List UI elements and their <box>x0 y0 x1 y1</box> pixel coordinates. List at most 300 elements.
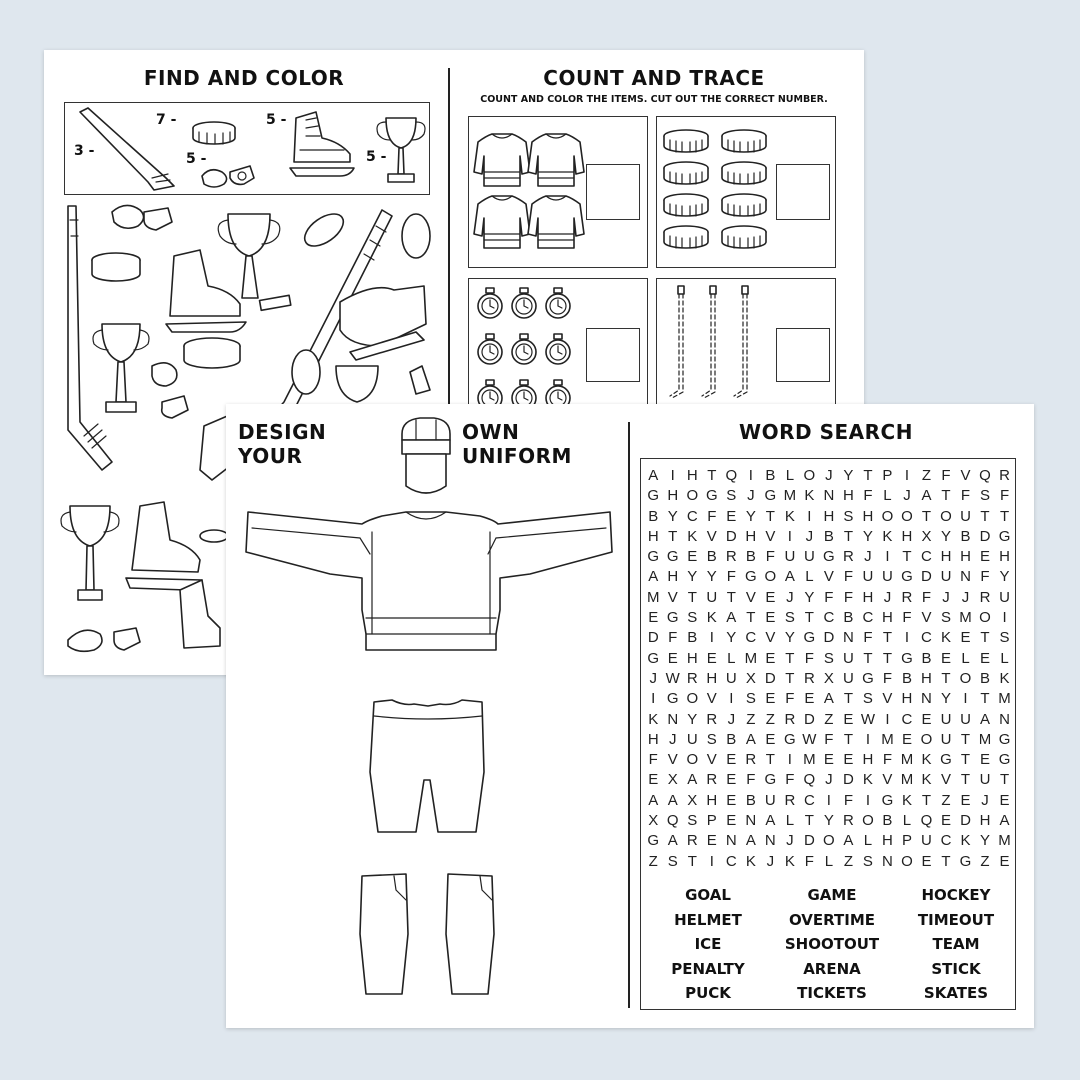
grid-letter[interactable]: J <box>747 487 755 505</box>
grid-letter[interactable]: G <box>901 568 913 586</box>
grid-letter[interactable]: C <box>862 609 874 627</box>
grid-letter[interactable]: G <box>764 771 777 789</box>
grid-letter[interactable]: B <box>960 527 971 545</box>
grid-letter[interactable]: D <box>921 568 932 586</box>
grid-letter[interactable]: R <box>725 548 737 566</box>
grid-letter[interactable]: T <box>999 507 1010 525</box>
grid-letter[interactable]: V <box>882 771 893 789</box>
grid-letter[interactable]: S <box>940 609 951 627</box>
grid-letter[interactable]: I <box>865 791 870 809</box>
grid-letter[interactable]: S <box>862 852 873 870</box>
grid-letter[interactable]: N <box>764 832 776 850</box>
grid-letter[interactable]: J <box>786 832 794 850</box>
grid-letter[interactable]: T <box>746 609 756 627</box>
grid-letter[interactable]: T <box>941 487 951 505</box>
grid-letter[interactable]: B <box>706 548 717 566</box>
grid-letter[interactable]: O <box>901 507 913 525</box>
grid-letter[interactable]: C <box>940 832 952 850</box>
grid-letter[interactable]: I <box>670 467 675 484</box>
grid-letter[interactable]: V <box>921 609 932 627</box>
grid-letter[interactable]: I <box>904 629 910 647</box>
grid-letter[interactable]: F <box>882 751 893 769</box>
grid-letter[interactable]: H <box>960 548 971 566</box>
grid-letter[interactable]: U <box>882 568 893 586</box>
grid-letter[interactable]: I <box>865 730 870 748</box>
grid-letter[interactable]: T <box>785 669 795 687</box>
grid-letter[interactable]: O <box>862 812 874 830</box>
grid-letter[interactable]: G <box>940 751 952 769</box>
grid-letter[interactable]: E <box>726 507 737 525</box>
grid-letter[interactable]: F <box>668 629 678 647</box>
grid-letter[interactable]: N <box>823 487 835 505</box>
grid-letter[interactable]: M <box>900 751 914 769</box>
grid-letter[interactable]: G <box>744 568 757 586</box>
grid-letter[interactable]: Z <box>921 467 932 484</box>
grid-letter[interactable]: R <box>803 669 815 687</box>
grid-letter[interactable]: L <box>902 812 912 830</box>
grid-letter[interactable]: J <box>786 588 794 606</box>
grid-letter[interactable]: I <box>904 467 910 484</box>
grid-letter[interactable]: M <box>959 609 972 627</box>
grid-letter[interactable]: B <box>843 609 854 627</box>
grid-letter[interactable]: E <box>980 548 991 566</box>
grid-letter[interactable]: C <box>823 609 835 627</box>
grid-letter[interactable]: J <box>669 730 677 748</box>
grid-letter[interactable]: A <box>823 690 834 708</box>
grid-letter[interactable]: E <box>687 548 698 566</box>
grid-letter[interactable]: V <box>706 751 717 769</box>
grid-letter[interactable]: H <box>667 568 679 586</box>
grid-letter[interactable]: C <box>803 791 815 809</box>
left-sock-outline[interactable] <box>360 874 408 994</box>
grid-letter[interactable]: K <box>784 852 795 870</box>
grid-letter[interactable]: X <box>745 669 756 687</box>
grid-letter[interactable]: K <box>648 710 659 728</box>
jersey-outline[interactable] <box>246 512 612 650</box>
grid-letter[interactable]: T <box>980 629 990 647</box>
grid-letter[interactable]: R <box>999 467 1010 484</box>
grid-letter[interactable]: S <box>687 812 698 830</box>
grid-letter[interactable]: H <box>823 507 835 525</box>
grid-letter[interactable]: E <box>921 852 932 870</box>
grid-letter[interactable]: N <box>921 690 932 708</box>
grid-letter[interactable]: G <box>998 730 1011 748</box>
grid-letter[interactable]: U <box>940 568 952 586</box>
grid-letter[interactable]: U <box>960 507 971 525</box>
grid-letter[interactable]: S <box>843 507 854 525</box>
grid-letter[interactable]: H <box>901 527 913 545</box>
grid-letter[interactable]: J <box>727 710 736 728</box>
grid-letter[interactable]: E <box>980 649 991 667</box>
grid-letter[interactable]: B <box>882 812 893 830</box>
grid-letter[interactable]: J <box>883 588 892 606</box>
word-search-grid[interactable] <box>644 466 1014 872</box>
grid-letter[interactable]: Y <box>804 588 815 606</box>
grid-letter[interactable]: S <box>823 649 834 667</box>
grid-letter[interactable]: J <box>942 588 950 606</box>
grid-letter[interactable]: E <box>823 751 834 769</box>
grid-letter[interactable]: Y <box>980 832 991 850</box>
grid-letter[interactable]: E <box>921 710 932 728</box>
grid-letter[interactable]: H <box>979 812 991 830</box>
grid-letter[interactable]: O <box>823 832 835 850</box>
grid-letter[interactable]: Y <box>706 568 717 586</box>
grid-letter[interactable]: V <box>765 629 776 647</box>
grid-letter[interactable]: T <box>941 669 951 687</box>
grid-letter[interactable]: O <box>940 507 952 525</box>
grid-letter[interactable]: T <box>980 690 990 708</box>
grid-letter[interactable]: K <box>804 487 815 505</box>
grid-letter[interactable]: H <box>862 507 874 525</box>
grid-letter[interactable]: O <box>979 609 991 627</box>
grid-letter[interactable]: R <box>706 710 718 728</box>
grid-letter[interactable]: C <box>901 710 913 728</box>
grid-letter[interactable]: G <box>666 690 679 708</box>
grid-letter[interactable]: K <box>960 832 971 850</box>
grid-letter[interactable]: Y <box>667 507 678 525</box>
grid-letter[interactable]: D <box>803 832 815 850</box>
grid-letter[interactable]: M <box>803 751 816 769</box>
grid-letter[interactable]: K <box>940 629 951 647</box>
grid-letter[interactable]: T <box>921 507 932 525</box>
grid-letter[interactable]: X <box>823 669 834 687</box>
grid-letter[interactable]: R <box>784 791 796 809</box>
grid-letter[interactable]: S <box>706 730 717 748</box>
grid-letter[interactable]: I <box>1002 609 1007 627</box>
grid-letter[interactable]: B <box>921 649 932 667</box>
grid-letter[interactable]: I <box>885 710 890 728</box>
grid-letter[interactable]: J <box>649 669 657 687</box>
grid-letter[interactable]: T <box>960 730 971 748</box>
grid-letter[interactable]: I <box>748 467 753 484</box>
grid-letter[interactable]: R <box>842 548 854 566</box>
grid-letter[interactable]: L <box>1000 649 1009 667</box>
grid-letter[interactable]: E <box>999 852 1010 870</box>
grid-letter[interactable]: E <box>960 791 971 809</box>
grid-letter[interactable]: T <box>980 507 990 525</box>
grid-letter[interactable]: T <box>960 771 971 789</box>
grid-letter[interactable]: E <box>765 588 776 606</box>
grid-letter[interactable]: I <box>963 690 968 708</box>
grid-letter[interactable]: N <box>725 832 737 850</box>
grid-letter[interactable]: S <box>687 609 698 627</box>
grid-letter[interactable]: D <box>823 629 835 647</box>
grid-letter[interactable]: Q <box>803 771 816 789</box>
grid-letter[interactable]: G <box>666 609 679 627</box>
helmet-outline[interactable] <box>402 418 450 493</box>
grid-letter[interactable]: X <box>667 771 678 789</box>
grid-letter[interactable]: E <box>726 812 737 830</box>
grid-letter[interactable]: R <box>784 710 796 728</box>
grid-letter[interactable]: E <box>765 649 776 667</box>
grid-letter[interactable]: K <box>862 771 873 789</box>
grid-letter[interactable]: U <box>979 771 991 789</box>
grid-letter[interactable]: H <box>999 548 1010 566</box>
grid-letter[interactable]: R <box>706 771 718 789</box>
grid-letter[interactable]: J <box>961 588 970 606</box>
grid-letter[interactable]: Y <box>940 527 951 545</box>
grid-letter[interactable]: T <box>921 791 932 809</box>
grid-letter[interactable]: R <box>979 588 991 606</box>
grid-letter[interactable]: N <box>960 568 971 586</box>
grid-letter[interactable]: E <box>726 791 737 809</box>
grid-letter[interactable]: G <box>862 669 874 687</box>
grid-letter[interactable]: Z <box>648 852 658 870</box>
grid-letter[interactable]: B <box>745 548 756 566</box>
grid-letter[interactable]: K <box>784 507 795 525</box>
grid-letter[interactable]: F <box>863 487 873 505</box>
grid-letter[interactable]: E <box>765 609 776 627</box>
blank-uniform-outline[interactable] <box>226 404 628 1028</box>
grid-letter[interactable]: E <box>765 690 776 708</box>
grid-letter[interactable]: E <box>901 730 912 748</box>
grid-letter[interactable]: A <box>765 812 776 830</box>
grid-letter[interactable]: G <box>784 730 796 748</box>
grid-letter[interactable]: A <box>745 730 756 748</box>
grid-letter[interactable]: I <box>787 751 792 769</box>
grid-letter[interactable]: K <box>706 609 717 627</box>
grid-letter[interactable]: M <box>998 690 1011 708</box>
grid-letter[interactable]: Z <box>941 791 951 809</box>
grid-letter[interactable]: V <box>667 588 678 606</box>
grid-letter[interactable]: D <box>960 812 971 830</box>
grid-letter[interactable]: F <box>960 487 971 505</box>
grid-letter[interactable]: E <box>999 791 1010 809</box>
grid-letter[interactable]: L <box>961 649 970 667</box>
grid-letter[interactable]: A <box>999 812 1010 830</box>
grid-letter[interactable]: H <box>647 730 659 748</box>
grid-letter[interactable]: H <box>842 487 854 505</box>
grid-letter[interactable]: M <box>900 771 914 789</box>
grid-letter[interactable]: G <box>803 629 816 647</box>
grid-letter[interactable]: E <box>648 609 659 627</box>
grid-letter[interactable]: F <box>804 649 814 667</box>
grid-letter[interactable]: T <box>882 649 893 667</box>
grid-letter[interactable]: V <box>882 690 893 708</box>
grid-letter[interactable]: S <box>745 690 756 708</box>
grid-letter[interactable]: T <box>843 730 853 748</box>
grid-letter[interactable]: R <box>686 832 698 850</box>
grid-letter[interactable]: T <box>804 812 814 830</box>
grid-letter[interactable]: F <box>824 588 834 606</box>
grid-letter[interactable]: B <box>687 629 698 647</box>
grid-letter[interactable]: V <box>745 588 756 606</box>
grid-letter[interactable]: X <box>687 791 698 809</box>
grid-letter[interactable]: G <box>823 548 835 566</box>
grid-letter[interactable]: K <box>901 791 912 809</box>
grid-letter[interactable]: U <box>999 588 1010 606</box>
grid-letter[interactable]: O <box>803 467 816 484</box>
grid-letter[interactable]: Q <box>979 467 991 484</box>
grid-letter[interactable]: H <box>921 669 932 687</box>
grid-letter[interactable]: I <box>709 852 714 870</box>
grid-letter[interactable]: A <box>667 791 678 809</box>
grid-letter[interactable]: I <box>709 629 714 647</box>
grid-letter[interactable]: A <box>648 568 659 586</box>
grid-letter[interactable]: U <box>842 649 854 667</box>
grid-letter[interactable]: G <box>705 487 718 505</box>
grid-letter[interactable]: L <box>824 852 834 870</box>
grid-letter[interactable]: G <box>647 832 660 850</box>
grid-letter[interactable]: O <box>764 568 777 586</box>
grid-letter[interactable]: H <box>706 669 718 687</box>
grid-letter[interactable]: T <box>687 852 697 870</box>
grid-letter[interactable]: Z <box>765 710 775 728</box>
grid-letter[interactable]: U <box>842 669 854 687</box>
grid-letter[interactable]: M <box>783 487 797 505</box>
grid-letter[interactable]: U <box>784 548 796 566</box>
grid-letter[interactable]: M <box>744 649 758 667</box>
grid-letter[interactable]: R <box>686 669 698 687</box>
grid-letter[interactable]: A <box>648 791 659 809</box>
grid-letter[interactable]: F <box>843 791 853 809</box>
grid-letter[interactable]: H <box>686 649 698 667</box>
grid-letter[interactable]: F <box>824 730 834 748</box>
grid-letter[interactable]: J <box>805 527 814 545</box>
grid-letter[interactable]: A <box>648 467 659 484</box>
grid-letter[interactable]: E <box>940 812 951 830</box>
grid-letter[interactable]: E <box>648 771 659 789</box>
grid-letter[interactable]: T <box>960 751 971 769</box>
grid-letter[interactable]: I <box>729 690 734 708</box>
grid-letter[interactable]: H <box>686 467 698 484</box>
grid-letter[interactable]: C <box>686 507 698 525</box>
grid-letter[interactable]: D <box>725 527 737 545</box>
grid-letter[interactable]: U <box>862 568 874 586</box>
grid-letter[interactable]: R <box>901 588 913 606</box>
grid-letter[interactable]: O <box>881 507 894 525</box>
grid-letter[interactable]: S <box>726 487 737 505</box>
grid-letter[interactable]: H <box>862 588 874 606</box>
grid-letter[interactable]: T <box>843 527 853 545</box>
grid-letter[interactable]: O <box>959 669 972 687</box>
grid-letter[interactable]: H <box>647 527 659 545</box>
grid-letter[interactable]: Z <box>824 710 834 728</box>
grid-letter[interactable]: F <box>882 669 893 687</box>
grid-letter[interactable]: H <box>901 690 913 708</box>
grid-letter[interactable]: G <box>901 649 913 667</box>
grid-letter[interactable]: Z <box>843 852 853 870</box>
grid-letter[interactable]: S <box>999 629 1010 647</box>
grid-letter[interactable]: E <box>980 751 991 769</box>
grid-letter[interactable]: L <box>727 649 736 667</box>
grid-letter[interactable]: T <box>999 771 1010 789</box>
grid-letter[interactable]: K <box>921 771 932 789</box>
grid-letter[interactable]: Y <box>745 507 756 525</box>
grid-letter[interactable]: A <box>745 832 756 850</box>
grid-letter[interactable]: F <box>707 507 717 525</box>
grid-letter[interactable]: T <box>668 527 678 545</box>
grid-letter[interactable]: I <box>807 507 812 525</box>
grid-letter[interactable]: K <box>999 669 1010 687</box>
grid-letter[interactable]: G <box>764 487 777 505</box>
grid-letter[interactable]: E <box>706 832 717 850</box>
grid-letter[interactable]: U <box>686 730 698 748</box>
grid-letter[interactable]: U <box>803 548 815 566</box>
grid-letter[interactable]: E <box>706 649 717 667</box>
grid-letter[interactable]: T <box>765 507 775 525</box>
grid-letter[interactable]: Y <box>726 629 737 647</box>
grid-letter[interactable]: V <box>667 751 678 769</box>
grid-letter[interactable]: A <box>667 832 678 850</box>
grid-letter[interactable]: Y <box>687 568 698 586</box>
grid-letter[interactable]: E <box>726 751 737 769</box>
grid-letter[interactable]: D <box>842 771 854 789</box>
grid-letter[interactable]: B <box>980 669 991 687</box>
grid-letter[interactable]: U <box>725 669 737 687</box>
grid-letter[interactable]: B <box>745 791 756 809</box>
pants-outline[interactable] <box>370 700 484 832</box>
grid-letter[interactable]: F <box>941 467 951 484</box>
grid-letter[interactable]: O <box>901 852 913 870</box>
right-sock-outline[interactable] <box>446 874 494 994</box>
grid-letter[interactable]: V <box>765 527 776 545</box>
grid-letter[interactable]: E <box>960 629 971 647</box>
grid-letter[interactable]: O <box>686 487 699 505</box>
grid-letter[interactable]: S <box>667 852 678 870</box>
grid-letter[interactable]: M <box>998 832 1011 850</box>
grid-letter[interactable]: G <box>647 649 660 667</box>
grid-letter[interactable]: J <box>766 852 775 870</box>
grid-letter[interactable]: H <box>882 832 893 850</box>
grid-letter[interactable]: G <box>647 548 660 566</box>
grid-letter[interactable]: F <box>921 588 932 606</box>
grid-letter[interactable]: X <box>921 527 932 545</box>
grid-letter[interactable]: E <box>804 690 815 708</box>
grid-letter[interactable]: D <box>803 710 815 728</box>
grid-letter[interactable]: G <box>998 527 1011 545</box>
grid-letter[interactable]: U <box>940 710 952 728</box>
grid-letter[interactable]: R <box>745 751 757 769</box>
grid-letter[interactable]: J <box>903 487 911 505</box>
grid-letter[interactable]: C <box>921 629 932 647</box>
grid-letter[interactable]: Y <box>843 467 854 484</box>
grid-letter[interactable]: V <box>823 568 834 586</box>
grid-letter[interactable]: T <box>804 609 814 627</box>
grid-letter[interactable]: H <box>745 527 757 545</box>
grid-letter[interactable]: L <box>785 467 795 484</box>
grid-letter[interactable]: T <box>785 649 795 667</box>
grid-letter[interactable]: N <box>842 629 854 647</box>
grid-letter[interactable]: M <box>881 730 894 748</box>
grid-letter[interactable]: P <box>882 467 893 484</box>
grid-letter[interactable]: G <box>998 751 1011 769</box>
grid-letter[interactable]: F <box>746 771 756 789</box>
grid-letter[interactable]: A <box>843 832 854 850</box>
grid-letter[interactable]: F <box>980 568 990 586</box>
grid-letter[interactable]: I <box>651 690 656 708</box>
grid-letter[interactable]: U <box>921 832 932 850</box>
grid-letter[interactable]: Y <box>823 812 834 830</box>
grid-letter[interactable]: U <box>764 791 776 809</box>
grid-letter[interactable]: D <box>647 629 659 647</box>
grid-letter[interactable]: K <box>921 751 932 769</box>
grid-letter[interactable]: T <box>882 629 893 647</box>
grid-letter[interactable]: L <box>883 487 892 505</box>
grid-letter[interactable]: O <box>686 751 699 769</box>
grid-letter[interactable]: J <box>864 548 872 566</box>
grid-letter[interactable]: T <box>941 852 951 870</box>
grid-letter[interactable]: K <box>745 852 756 870</box>
grid-letter[interactable]: F <box>648 751 658 769</box>
grid-letter[interactable]: G <box>881 791 894 809</box>
grid-letter[interactable]: P <box>706 812 717 830</box>
grid-letter[interactable]: W <box>802 730 817 748</box>
grid-letter[interactable]: I <box>885 548 890 566</box>
grid-letter[interactable]: F <box>863 629 873 647</box>
grid-letter[interactable]: T <box>863 467 873 484</box>
grid-letter[interactable]: Q <box>725 467 738 484</box>
